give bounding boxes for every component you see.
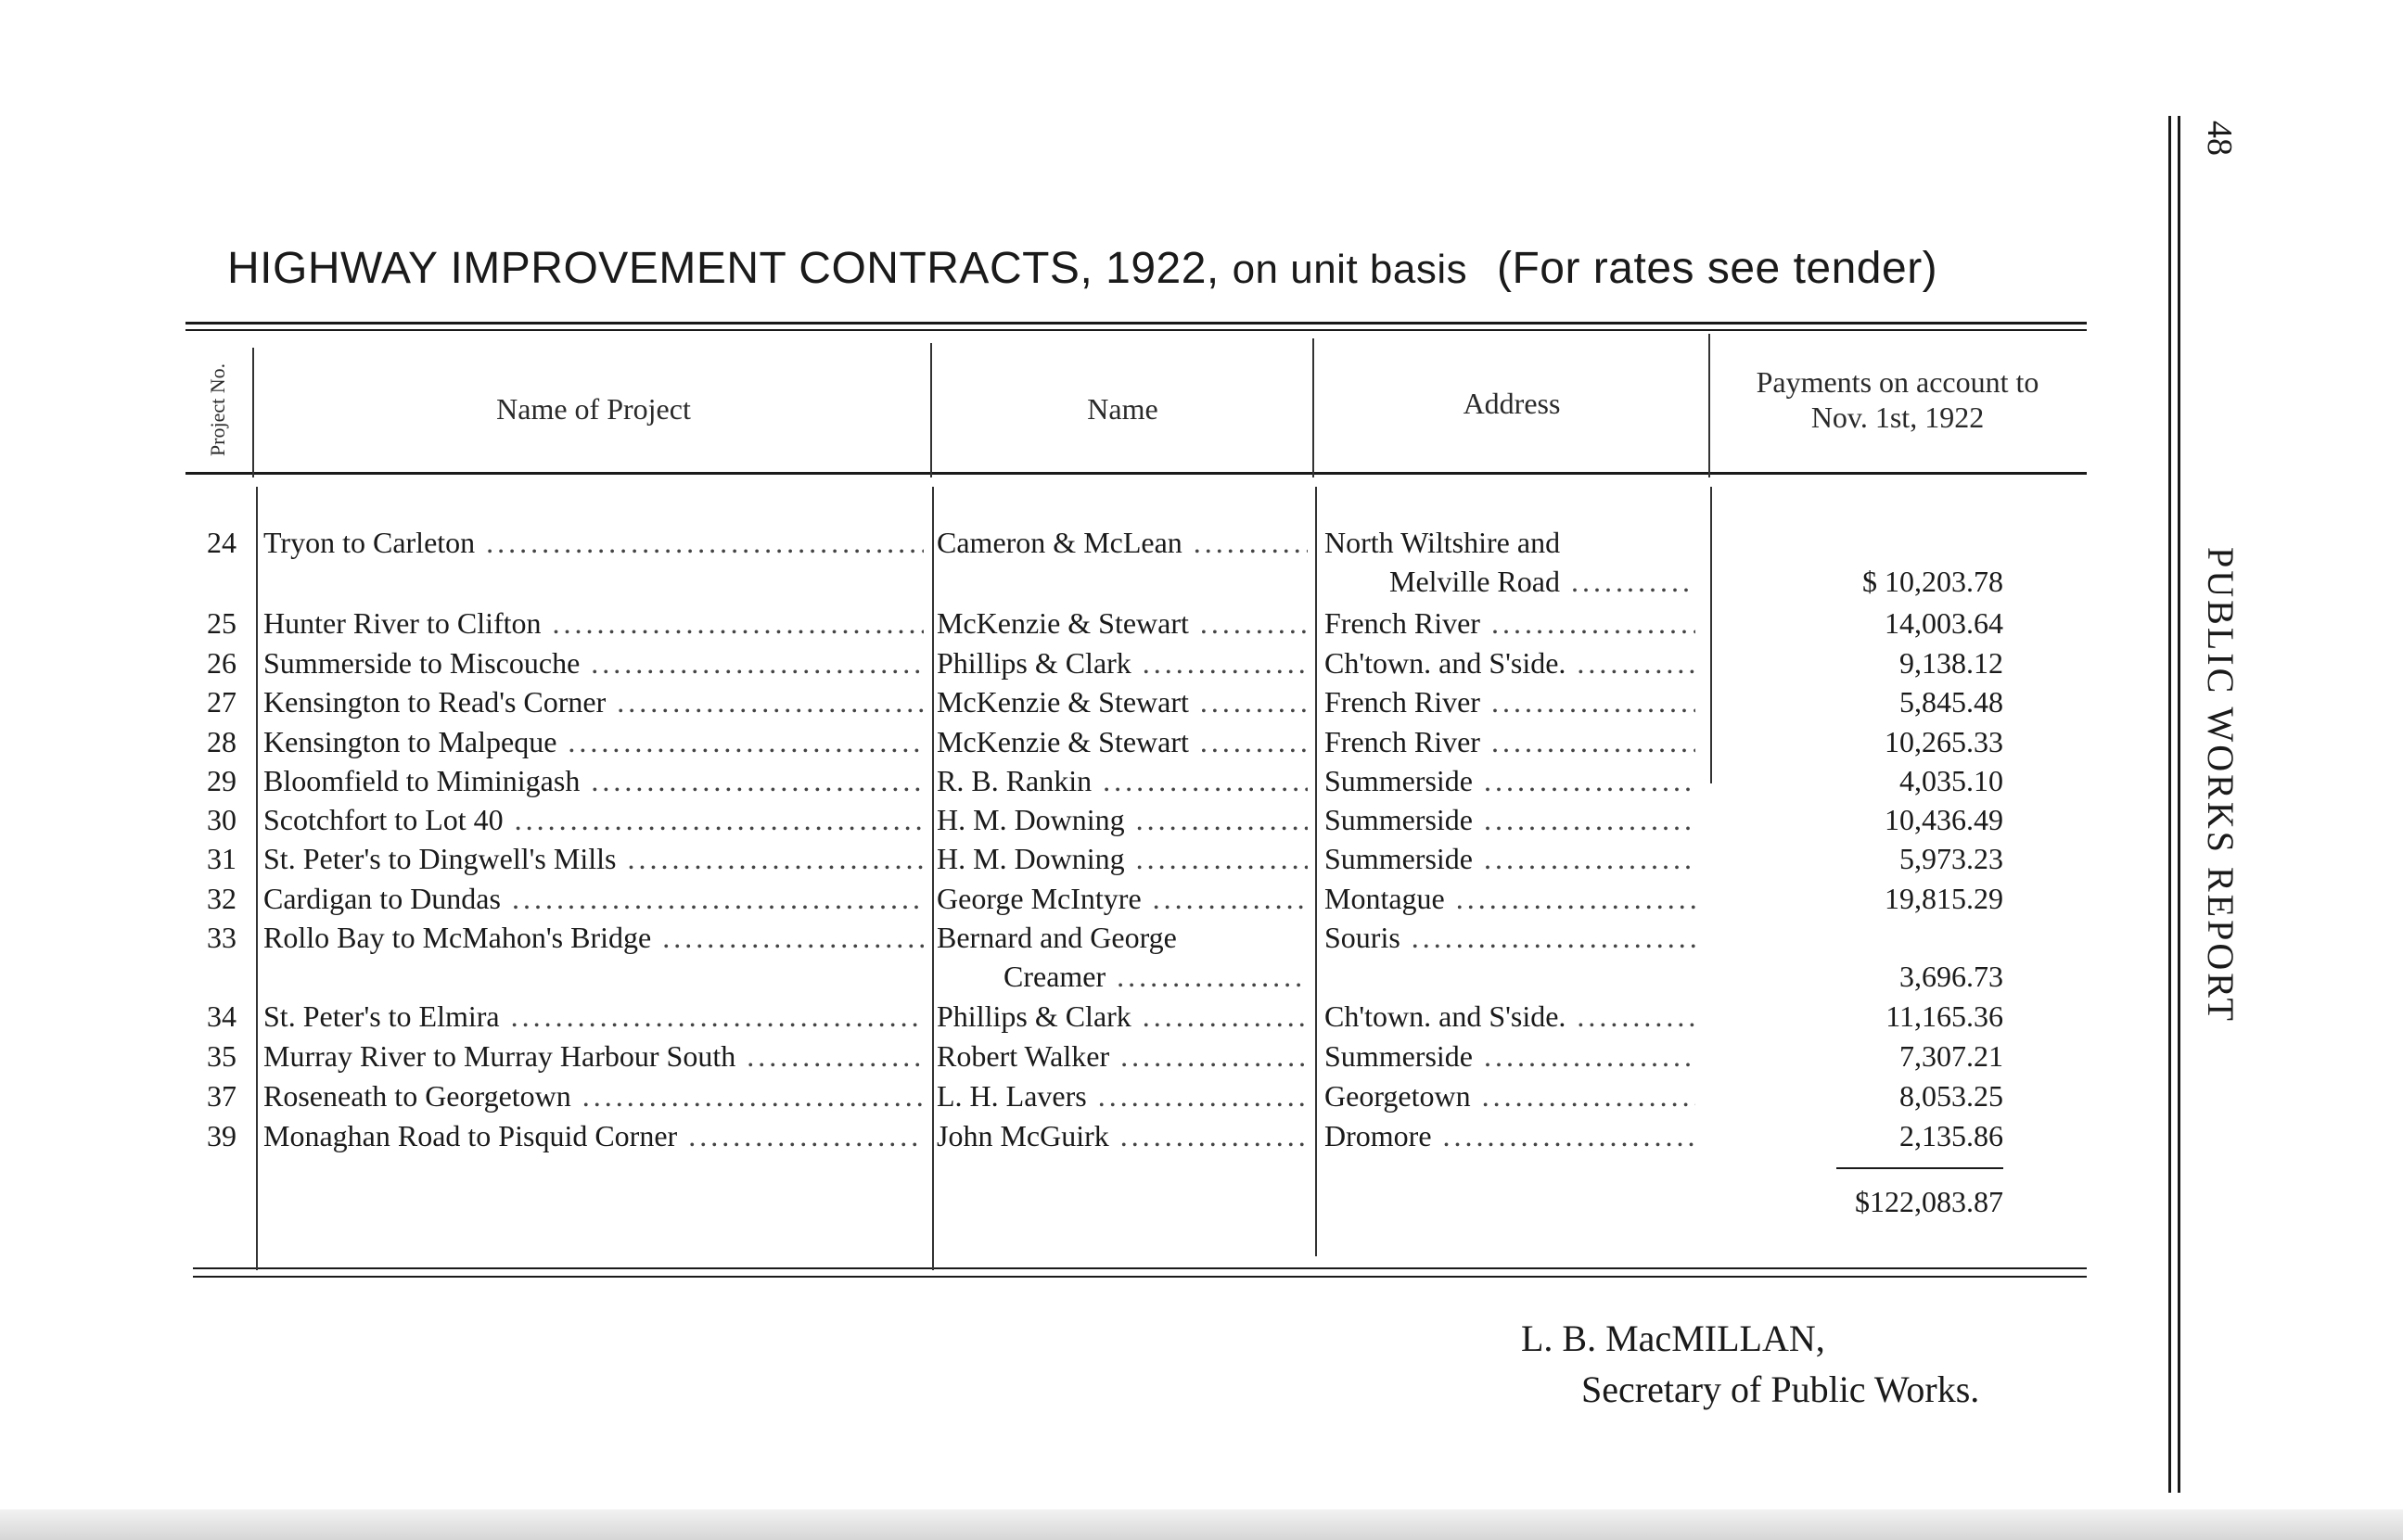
table-bottom-rule	[193, 1267, 2087, 1269]
header-payments-line1: Payments on account to	[1756, 365, 2039, 399]
cell-address: Souris .....	[1324, 921, 1695, 955]
table-row	[0, 842, 2403, 881]
running-header: PUBLIC WORKS REPORT	[2200, 547, 2242, 1024]
cell-project-name: St. Peter's to Elmira .....	[263, 999, 924, 1034]
cell-contractor-name: L. H. Lavers .....	[937, 1079, 1308, 1114]
cell-address: French River .....	[1324, 606, 1695, 641]
cell-project-name: Kensington to Malpeque .....	[263, 725, 924, 759]
cell-project-no: 35	[207, 1039, 236, 1073]
cell-address: Dromore .....	[1324, 1119, 1695, 1153]
cell-project-no: 26	[207, 646, 236, 680]
cell-payment: 4,035.10	[1899, 764, 2003, 797]
cell-payment: 3,696.73	[1899, 960, 2003, 993]
cell-project-name: Kensington to Read's Corner .....	[263, 685, 924, 719]
cell-contractor-name: McKenzie & Stewart .....	[937, 606, 1308, 641]
cell-address: Montague .....	[1324, 882, 1695, 916]
title-main: HIGHWAY IMPROVEMENT CONTRACTS, 1922,	[227, 244, 1220, 293]
cell-project-no: 24	[207, 526, 236, 559]
header-payments-line2: Nov. 1st, 1922	[1810, 401, 1985, 434]
cell-contractor-name: McKenzie & Stewart .....	[937, 685, 1308, 719]
margin-rule	[2168, 116, 2171, 1493]
column-divider	[252, 348, 254, 477]
cell-project-name: Summerside to Miscouche .....	[263, 646, 924, 681]
cell-project-no: 34	[207, 999, 236, 1033]
cell-payment: 19,815.29	[1885, 882, 2003, 915]
cell-payment: 9,138.12	[1899, 646, 2003, 680]
header-name-of-project: Name of Project	[496, 392, 691, 426]
table-top-rule	[185, 322, 2087, 325]
table-row	[0, 921, 2403, 993]
total-rule	[1836, 1167, 2003, 1169]
cell-project-no: 25	[207, 606, 236, 640]
table-row	[0, 803, 2403, 842]
table-row	[0, 1079, 2403, 1118]
cell-project-no: 30	[207, 803, 236, 836]
cell-contractor-name: R. B. Rankin .....	[937, 764, 1308, 798]
table-row	[0, 1039, 2403, 1078]
table-top-rule-inner	[185, 329, 2087, 331]
cell-project-name: St. Peter's to Dingwell's Mills .....	[263, 842, 924, 876]
margin-rule	[2178, 116, 2180, 1493]
cell-project-no: 28	[207, 725, 236, 758]
column-divider	[930, 343, 932, 477]
table-row	[0, 764, 2403, 803]
column-divider	[1312, 338, 1314, 477]
page-number: 48	[2200, 121, 2239, 156]
cell-project-no: 29	[207, 764, 236, 797]
table-row	[0, 882, 2403, 921]
table-row	[0, 725, 2403, 764]
cell-project-name: Roseneath to Georgetown .....	[263, 1079, 924, 1114]
column-divider	[1708, 334, 1710, 477]
cell-contractor-name: Bernard and George	[937, 921, 1177, 954]
title-note: (For rates see tender)	[1496, 244, 1938, 293]
cell-payment: 5,973.23	[1899, 842, 2003, 875]
table-row	[0, 685, 2403, 724]
header-payments	[1712, 364, 2083, 435]
scan-edge	[0, 1509, 2403, 1540]
cell-address: Summerside .....	[1324, 803, 1695, 837]
cell-contractor-name: Cameron & McLean .....	[937, 526, 1308, 560]
cell-contractor-name: John McGuirk .....	[937, 1119, 1308, 1153]
cell-address: Georgetown .....	[1324, 1079, 1695, 1114]
cell-payment: 10,436.49	[1885, 803, 2003, 836]
signatory-name: L. B. MacMILLAN,	[1521, 1317, 1825, 1359]
cell-project-name: Scotchfort to Lot 40 .....	[263, 803, 924, 837]
header-name: Name	[1087, 392, 1158, 426]
cell-project-no: 39	[207, 1119, 236, 1152]
cell-address: Summerside .....	[1324, 1039, 1695, 1074]
cell-address: French River .....	[1324, 725, 1695, 759]
cell-project-no: 32	[207, 882, 236, 915]
cell-project-no: 27	[207, 685, 236, 719]
table-bottom-rule-outer	[193, 1276, 2087, 1278]
cell-payment: 10,265.33	[1885, 725, 2003, 758]
page-title	[227, 243, 1937, 294]
payments-total: $122,083.87	[1855, 1185, 2003, 1218]
cell-payment: 5,845.48	[1899, 685, 2003, 719]
cell-payment: 11,165.36	[1885, 999, 2003, 1033]
cell-contractor-name: Phillips & Clark .....	[937, 999, 1308, 1034]
header-project-no	[190, 350, 246, 470]
cell-payment: 14,003.64	[1885, 606, 2003, 640]
cell-contractor-name: H. M. Downing .....	[937, 842, 1308, 876]
table-row	[0, 526, 2403, 598]
cell-address: French River .....	[1324, 685, 1695, 719]
table-row	[0, 999, 2403, 1038]
cell-project-no: 37	[207, 1079, 236, 1113]
cell-address: Summerside .....	[1324, 842, 1695, 876]
cell-payment: 2,135.86	[1899, 1119, 2003, 1152]
cell-project-no: 31	[207, 842, 236, 875]
cell-address: North Wiltshire and	[1324, 526, 1561, 559]
header-project-no-label: Project No.	[206, 363, 230, 457]
cell-contractor-name: H. M. Downing .....	[937, 803, 1308, 837]
cell-project-no: 33	[207, 921, 236, 954]
cell-address: Ch'town. and S'side. .....	[1324, 999, 1695, 1034]
title-basis: on unit basis	[1232, 247, 1468, 292]
cell-project-name: Tryon to Carleton .....	[263, 526, 924, 560]
table-row	[0, 646, 2403, 685]
cell-project-name: Bloomfield to Miminigash .....	[263, 764, 924, 798]
cell-project-name: Monaghan Road to Pisquid Corner .....	[263, 1119, 924, 1153]
cell-payment: 8,053.25	[1899, 1079, 2003, 1113]
cell-contractor-name: George McIntyre .....	[937, 882, 1308, 916]
cell-payment: 7,307.21	[1899, 1039, 2003, 1073]
cell-contractor-name: McKenzie & Stewart .....	[937, 725, 1308, 759]
cell-address: Ch'town. and S'side. .....	[1324, 646, 1695, 681]
table-row	[0, 1119, 2403, 1158]
header-bottom-rule	[185, 472, 2087, 475]
cell-project-name: Murray River to Murray Harbour South .....	[263, 1039, 924, 1074]
signatory-title: Secretary of Public Works.	[1581, 1368, 1980, 1410]
header-address: Address	[1463, 387, 1561, 420]
cell-contractor-name: Phillips & Clark .....	[937, 646, 1308, 681]
cell-project-name: Rollo Bay to McMahon's Bridge .....	[263, 921, 924, 955]
table-row	[0, 606, 2403, 645]
cell-payment: $ 10,203.78	[1862, 565, 2003, 598]
cell-project-name: Hunter River to Clifton .....	[263, 606, 924, 641]
cell-contractor-name-cont: Creamer .....	[1003, 960, 1308, 994]
cell-address: Summerside .....	[1324, 764, 1695, 798]
cell-contractor-name: Robert Walker .....	[937, 1039, 1308, 1074]
cell-project-name: Cardigan to Dundas .....	[263, 882, 924, 916]
cell-address-cont: Melville Road .....	[1389, 565, 1695, 599]
